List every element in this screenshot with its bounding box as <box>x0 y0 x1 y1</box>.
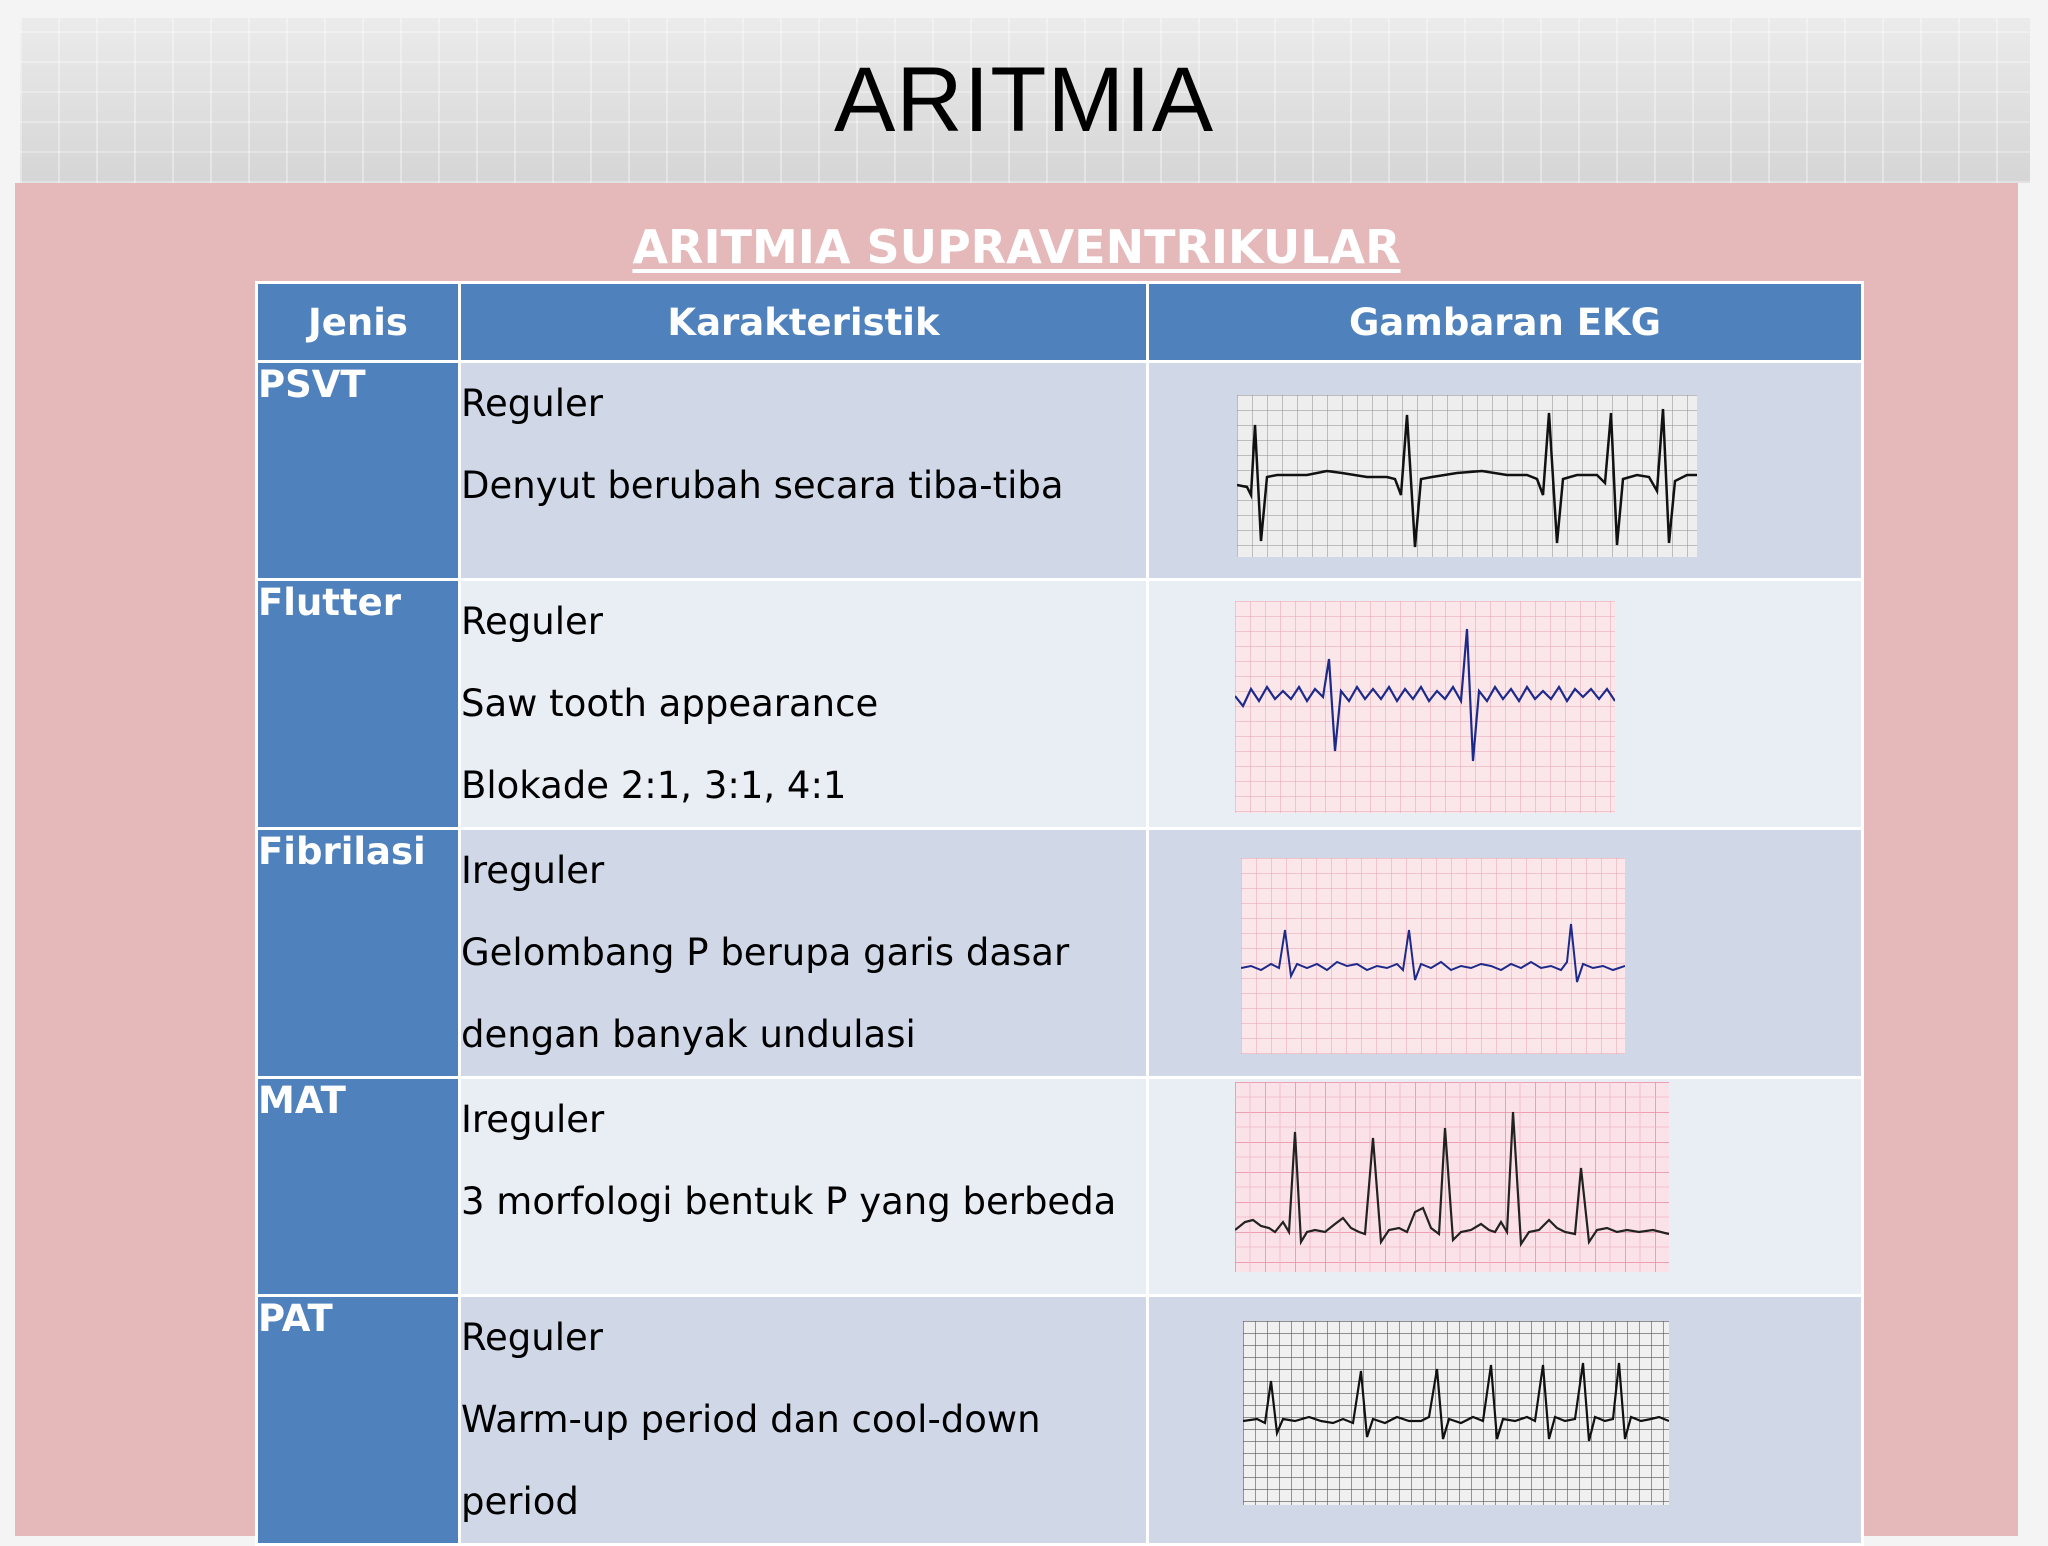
header-jenis: Jenis <box>257 283 460 362</box>
jenis-cell: PSVT <box>257 362 460 580</box>
karakteristik-line: dengan banyak undulasi <box>461 1013 916 1056</box>
jenis-cell: Flutter <box>257 580 460 829</box>
mat-ekg-image <box>1235 1082 1669 1272</box>
table-row <box>257 1078 1863 1296</box>
pat-ekg-image <box>1243 1321 1669 1505</box>
fibrillation-ekg-image <box>1241 858 1625 1054</box>
jenis-cell: Fibrilasi <box>257 829 460 1078</box>
ekg-cell <box>1148 1078 1863 1296</box>
flutter-ekg-image <box>1235 601 1615 813</box>
ekg-cell <box>1148 1296 1863 1545</box>
karakteristik-cell <box>460 362 1148 580</box>
karakteristik-cell <box>460 1296 1148 1545</box>
karakteristik-cell <box>460 580 1148 829</box>
ekg-cell <box>1148 580 1863 829</box>
karakteristik-line: Warm-up period dan cool-down <box>461 1398 1041 1441</box>
page-title: ARITMIA <box>833 49 1215 151</box>
karakteristik-line: Reguler <box>461 600 604 643</box>
karakteristik-cell <box>460 829 1148 1078</box>
ekg-cell <box>1148 829 1863 1078</box>
table-row <box>257 362 1863 580</box>
psvt-ekg-image <box>1237 395 1697 557</box>
karakteristik-cell <box>460 1078 1148 1296</box>
karakteristik-line: Reguler <box>461 1316 604 1359</box>
jenis-cell: PAT <box>257 1296 460 1545</box>
karakteristik-line: 3 morfologi bentuk P yang berbeda <box>461 1180 1117 1223</box>
karakteristik-line: Gelombang P berupa garis dasar <box>461 931 1070 974</box>
karakteristik-line: Reguler <box>461 382 604 425</box>
karakteristik-line: period <box>461 1480 579 1523</box>
jenis-cell: MAT <box>257 1078 460 1296</box>
header-gambaran-ekg: Gambaran EKG <box>1148 283 1863 362</box>
ekg-cell <box>1148 362 1863 580</box>
karakteristik-line: Saw tooth appearance <box>461 682 879 725</box>
karakteristik-line: Ireguler <box>461 1098 605 1141</box>
table-header-row <box>257 283 1863 362</box>
karakteristik-line: Denyut berubah secara tiba-tiba <box>461 464 1064 507</box>
table-row <box>257 829 1863 1078</box>
header-karakteristik: Karakteristik <box>460 283 1148 362</box>
karakteristik-line: Blokade 2:1, 3:1, 4:1 <box>461 764 847 807</box>
table-row <box>257 1296 1863 1545</box>
table-row <box>257 580 1863 829</box>
section-subtitle: ARITMIA SUPRAVENTRIKULAR <box>632 220 1401 274</box>
karakteristik-line: Ireguler <box>461 849 605 892</box>
aritmia-table <box>255 281 1864 1546</box>
